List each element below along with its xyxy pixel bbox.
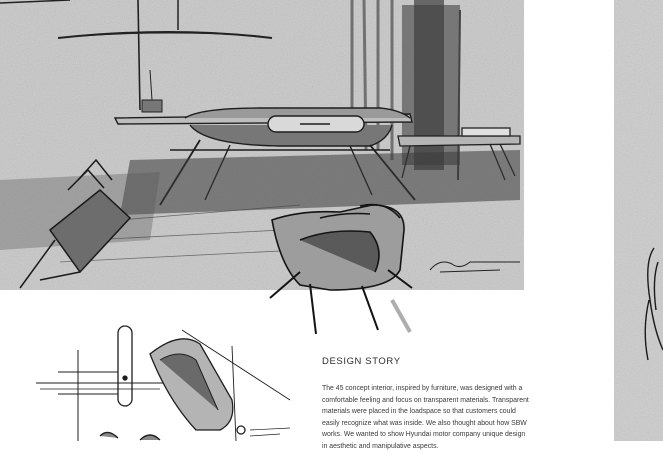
adjacent-page-panel: [614, 0, 663, 441]
design-story-body: The 45 concept interior, inspired by furniture, was designed with a comfortable feeling and focus on transparent materials. Transparent materials were placed in the loadspace so that customers could easily recognize what was inside. We also thought about how SBW works. We wanted to show Hyundai motor company unique design in aesthetic and manipulative aspects.: [322, 385, 529, 450]
page-gutter: [524, 0, 614, 441]
adjacent-page-sketch: [614, 0, 663, 441]
detail-sketch-area: [0, 290, 320, 441]
shifter-detail-sketch: [0, 290, 320, 441]
design-story-section: [322, 356, 530, 453]
design-story-title: DESIGN STORY: [322, 356, 401, 367]
